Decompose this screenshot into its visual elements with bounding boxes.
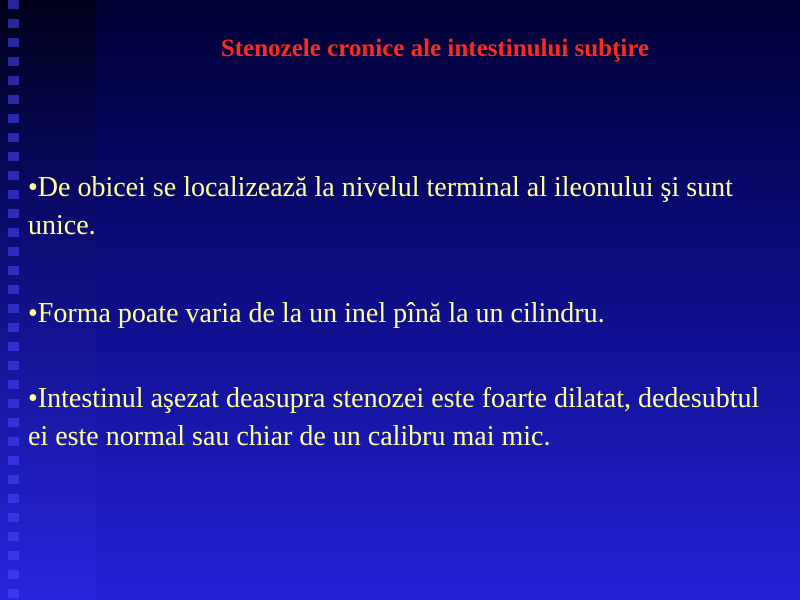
bullet-shape: •Forma poate varia de la un inel pînă la un cilindru.	[28, 298, 605, 329]
bullet-localization: •De obicei se localizează la nivelul terminal al ileonului şi sunt unice.	[28, 172, 733, 241]
decorative-square-column	[8, 0, 19, 600]
bullet-intestine-dilation: •Intestinul aşezat deasupra stenozei este foarte dilatat, dedesubtul ei este normal sau chiar de un calibru mai mic.	[28, 383, 760, 452]
slide-title: Stenozele cronice ale intestinului subţire	[220, 35, 650, 62]
